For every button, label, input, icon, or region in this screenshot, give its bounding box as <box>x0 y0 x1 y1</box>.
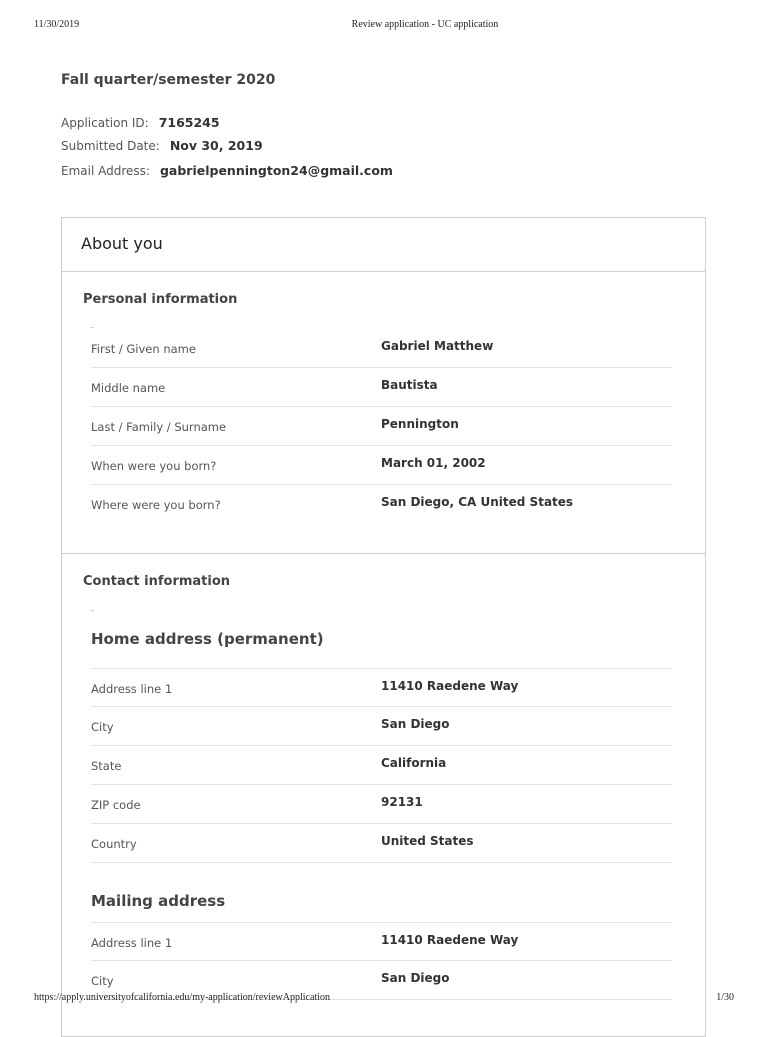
mailing-address-title: Mailing address <box>91 892 226 910</box>
row-value: California <box>381 756 447 770</box>
table-row <box>91 824 672 863</box>
term-title: Fall quarter/semester 2020 <box>61 72 276 88</box>
row-label: ZIP code <box>91 798 141 812</box>
row-value: 11410 Raedene Way <box>381 933 519 947</box>
application-id <box>61 115 220 130</box>
email-address-value: gabrielpennington24@gmail.com <box>159 163 393 178</box>
home-address-title: Home address (permanent) <box>91 630 324 648</box>
table-row <box>91 407 672 446</box>
section-tick <box>91 327 94 328</box>
card-header <box>62 218 705 272</box>
table-row <box>91 746 672 785</box>
card-title: About you <box>81 234 163 253</box>
row-label: Address line 1 <box>91 936 173 950</box>
table-row <box>91 368 672 407</box>
section-divider <box>62 553 705 554</box>
row-value: San Diego <box>381 717 450 731</box>
row-label: When were you born? <box>91 459 217 473</box>
row-value: San Diego, CA United States <box>381 495 574 509</box>
about-you-card <box>61 217 706 1037</box>
table-row <box>91 446 672 485</box>
row-value: March 01, 2002 <box>381 456 486 470</box>
row-label: Country <box>91 837 137 851</box>
row-value: San Diego <box>381 971 450 985</box>
print-title: Review application - UC application <box>351 19 499 30</box>
submitted-date <box>61 138 263 153</box>
row-label: Where were you born? <box>91 498 221 512</box>
row-label: Last / Family / Surname <box>91 420 227 434</box>
email-address <box>61 163 393 178</box>
row-label: First / Given name <box>91 342 196 356</box>
row-label: Middle name <box>91 381 166 395</box>
row-value: United States <box>381 834 474 848</box>
table-row <box>91 922 672 961</box>
personal-info-title: Personal information <box>83 292 238 307</box>
page-number: 1/30 <box>716 992 734 1003</box>
table-row <box>91 329 672 368</box>
print-header <box>0 19 768 33</box>
submitted-date-value: Nov 30, 2019 <box>169 138 263 153</box>
table-row <box>91 785 672 824</box>
application-id-label: Application ID: <box>61 116 149 130</box>
row-label: City <box>91 974 114 988</box>
row-value: Bautista <box>381 378 438 392</box>
table-row <box>91 668 672 707</box>
row-value: Gabriel Matthew <box>381 339 494 353</box>
row-label: City <box>91 720 114 734</box>
page-url: https://apply.universityofcalifornia.edu/my-application/reviewApplication <box>34 992 330 1003</box>
table-row <box>91 707 672 746</box>
email-address-label: Email Address: <box>61 164 150 178</box>
row-value: 11410 Raedene Way <box>381 679 519 693</box>
section-tick <box>91 610 94 611</box>
contact-info-title: Contact information <box>83 574 231 589</box>
row-label: Address line 1 <box>91 682 173 696</box>
print-date: 11/30/2019 <box>34 19 80 30</box>
row-label: State <box>91 759 122 773</box>
application-id-value: 7165245 <box>158 115 220 130</box>
row-value: 92131 <box>381 795 423 809</box>
table-row <box>91 485 672 524</box>
row-value: Pennington <box>381 417 459 431</box>
submitted-date-label: Submitted Date: <box>61 139 160 153</box>
print-footer <box>0 992 768 1006</box>
